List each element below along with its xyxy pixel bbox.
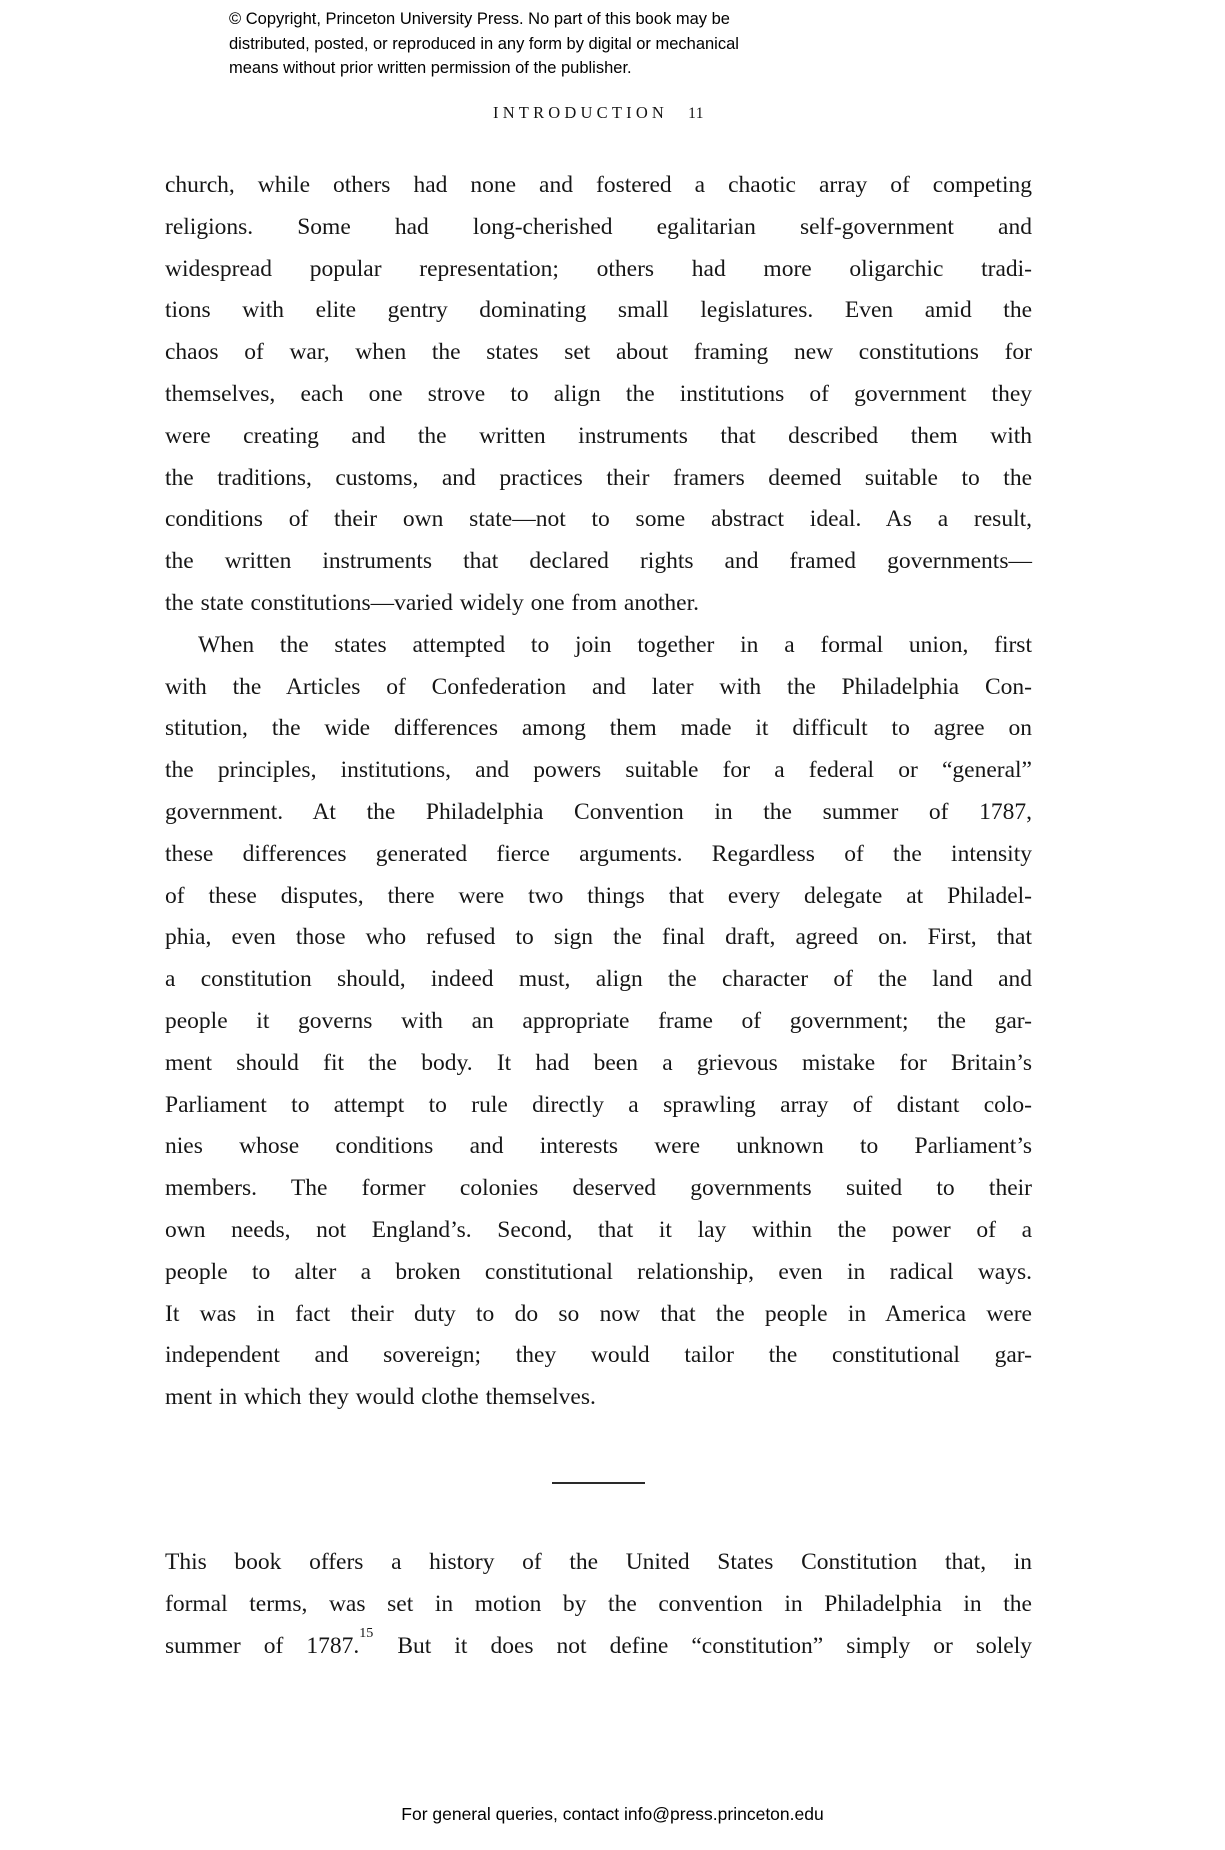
text-line: conditions of their own state—not to some abstract ideal. As a result, (165, 506, 1032, 533)
paragraph (165, 625, 1032, 1419)
text-line: independent and sovereign; they would tailor the constitutional gar- (165, 1342, 1032, 1369)
text-line: the written instruments that declared rights and framed governments— (165, 548, 1032, 575)
text-line: nies whose conditions and interests were unknown to Parliament’s (165, 1133, 1032, 1160)
text-line: members. The former colonies deserved governments suited to their (165, 1175, 1032, 1202)
text-line: religions. Some had long-cherished egalitarian self-government and (165, 213, 1032, 240)
text-line: stitution, the wide differences among them made it difficult to agree on (165, 715, 1032, 742)
section-divider (552, 1482, 645, 1484)
text-line: ment in which they would clothe themselves. (165, 1384, 596, 1411)
copyright-notice (229, 7, 739, 81)
text-line: summer of 1787.15 But it does not define “constitution” simply or solely (165, 1624, 1032, 1659)
text-line: Parliament to attempt to rule directly a sprawling array of distant colo- (165, 1091, 1032, 1118)
body-text-after-divider (165, 1542, 1032, 1667)
text-line: chaos of war, when the states set about framing new constitutions for (165, 339, 1032, 366)
text-line: phia, even those who refused to sign the final draft, agreed on. First, that (165, 924, 1032, 951)
paragraph (165, 1542, 1032, 1667)
text-line: the traditions, customs, and practices their framers deemed suitable to the (165, 464, 1032, 491)
text-line: people it governs with an appropriate frame of government; the gar- (165, 1007, 1032, 1034)
text-line: tions with elite gentry dominating small legislatures. Even amid the (165, 297, 1032, 324)
running-header (165, 103, 1032, 123)
text-line: formal terms, was set in motion by the convention in Philadelphia in the (165, 1590, 1032, 1617)
text-line: of these disputes, there were two things that every delegate at Philadel- (165, 882, 1032, 909)
text-line: church, while others had none and fostered a chaotic array of competing (165, 172, 1032, 198)
text-line: a constitution should, indeed must, align the character of the land and (165, 966, 1032, 993)
footnote-reference: 15 (359, 1624, 374, 1641)
text-line: ment should fit the body. It had been a grievous mistake for Britain’s (165, 1049, 1032, 1076)
text-line: own needs, not England’s. Second, that it lay within the power of a (165, 1216, 1032, 1243)
text-line: the principles, institutions, and powers suitable for a federal or “general” (165, 757, 1032, 784)
body-text-main (165, 165, 1032, 1419)
text-line: were creating and the written instruments that described them with (165, 422, 1032, 449)
text-line: people to alter a broken constitutional relationship, even in radical ways. (165, 1258, 1032, 1285)
text-line: with the Articles of Confederation and later with the Philadelphia Con- (165, 673, 1032, 700)
text-line: themselves, each one strove to align the institutions of government they (165, 380, 1032, 407)
copyright-line: © Copyright, Princeton University Press. No part of this book may be (229, 10, 730, 28)
paragraph (165, 165, 1032, 625)
copyright-line: distributed, posted, or reproduced in any form by digital or mechanical (229, 34, 739, 53)
text-line: When the states attempted to join together in a formal union, first (198, 631, 1032, 658)
text-line: government. At the Philadelphia Convention in the summer of 1787, (165, 798, 1032, 825)
page-number: 11 (688, 105, 704, 122)
text-line: It was in fact their duty to do so now that the people in America were (165, 1300, 1032, 1327)
footer-contact: For general queries, contact info@press.princeton.edu (401, 1804, 824, 1824)
text-line: the state constitutions—varied widely one from another. (165, 589, 699, 616)
running-header-title: INTRODUCTION (493, 103, 669, 122)
copyright-line: means without prior written permission of the publisher. (229, 59, 632, 78)
text-line: these differences generated fierce arguments. Regardless of the intensity (165, 840, 1032, 867)
text-line: widespread popular representation; others had more oligarchic tradi- (165, 255, 1032, 282)
text-line: This book offers a history of the United States Constitution that, in (165, 1549, 1032, 1575)
